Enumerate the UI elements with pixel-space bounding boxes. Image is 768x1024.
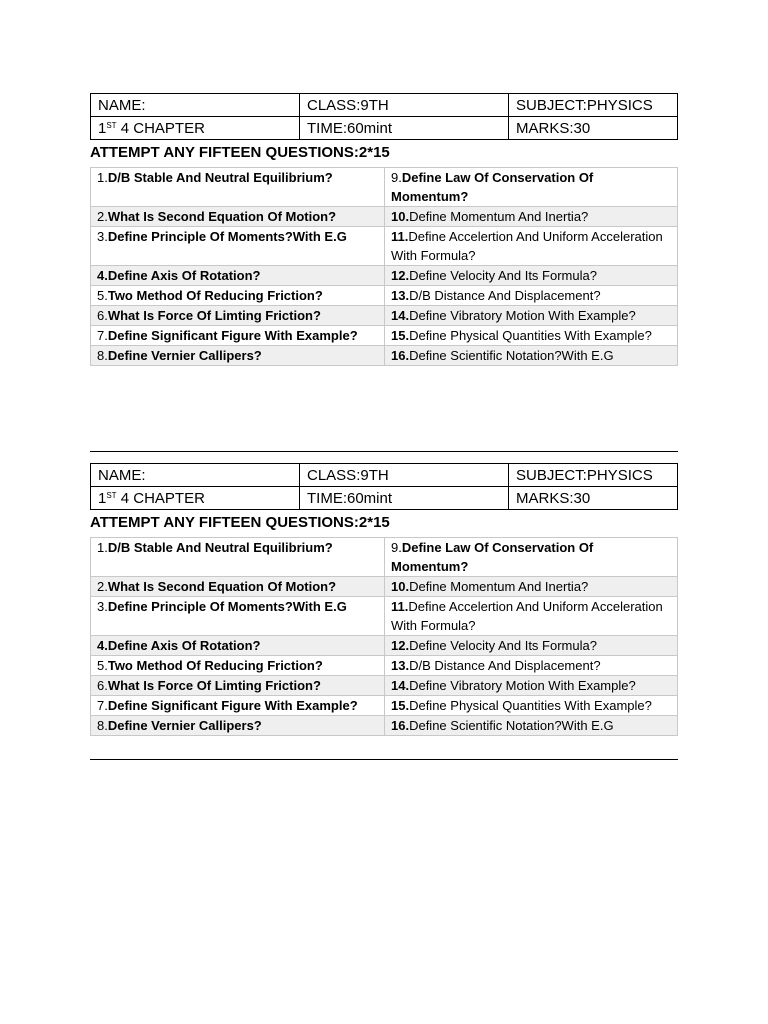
question-number: 5. [97,658,108,673]
question-text: Define Principle Of Moments?With E.G [107,229,347,244]
question-text: Define Vibratory Motion With Example? [409,308,636,323]
questions-table [90,167,678,366]
question-text: D/B Distance And Displacement? [409,658,601,673]
paper-header-table [90,93,678,140]
time-cell: TIME:60mint [300,487,509,510]
question-cell [385,636,678,656]
question-cell [91,716,385,736]
question-number: 11. [391,229,409,244]
question-cell [385,286,678,306]
question-number: 9. [391,170,402,185]
question-text: Two Method Of Reducing Friction? [107,288,323,303]
question-row [91,306,678,326]
question-row [91,227,678,266]
question-number: 1. [97,170,108,185]
question-cell [385,676,678,696]
question-text: Define Scientific Notation?With E.G [409,348,614,363]
question-row [91,346,678,366]
question-cell [385,227,678,266]
question-number: 14. [391,678,410,693]
question-cell [91,636,385,656]
question-number: 2. [97,579,108,594]
question-cell [91,538,385,577]
question-number: 1. [97,540,108,555]
question-row [91,266,678,286]
chapter-superscript: ST [106,120,117,130]
question-cell [385,538,678,577]
chapter-superscript: ST [106,490,117,500]
name-cell: NAME: [91,464,300,487]
question-cell [385,656,678,676]
question-number: 7. [97,698,108,713]
question-row [91,716,678,736]
question-cell [385,266,678,286]
chapter-number: 1 [98,119,107,137]
question-number: 5. [97,288,108,303]
question-number: 14. [391,308,410,323]
question-text: Define Accelertion And Uniform Acceleration With Formula? [391,229,663,263]
question-text: Define Law Of Conservation Of Momentum? [391,540,594,574]
question-row [91,636,678,656]
chapter-number: 1 [98,489,107,507]
question-number: 6. [97,308,108,323]
question-cell [385,696,678,716]
question-text: D/B Stable And Neutral Equilibrium? [107,170,333,185]
question-text: Define Vernier Callipers? [107,348,262,363]
question-number: 2. [97,209,108,224]
question-cell [91,577,385,597]
question-text: Define Physical Quantities With Example? [409,698,652,713]
instruction-text: ATTEMPT ANY FIFTEEN QUESTIONS:2*15 [90,144,390,161]
question-text: Define Velocity And Its Formula? [409,638,597,653]
question-text: D/B Distance And Displacement? [409,288,601,303]
question-cell [385,326,678,346]
question-cell [91,346,385,366]
question-text: Define Vibratory Motion With Example? [409,678,636,693]
question-number: 15. [391,698,410,713]
question-number: 3. [97,599,108,614]
question-text: Define Axis Of Rotation? [107,268,261,283]
question-row [91,168,678,207]
header-row [91,117,678,140]
question-cell [385,577,678,597]
question-cell [91,597,385,636]
class-cell: CLASS:9TH [300,464,509,487]
question-number: 15. [391,328,410,343]
question-text: What Is Second Equation Of Motion? [107,579,337,594]
question-text: Define Momentum And Inertia? [409,579,589,594]
question-paper-1 [90,93,678,366]
question-text: Define Scientific Notation?With E.G [409,718,614,733]
chapter-text: 4 CHAPTER [116,119,205,137]
chapter-cell [91,487,300,510]
marks-cell: MARKS:30 [509,117,678,140]
question-cell [91,306,385,326]
class-cell: CLASS:9TH [300,94,509,117]
question-text: Two Method Of Reducing Friction? [107,658,323,673]
question-number: 10. [391,579,410,594]
question-text: Define Vernier Callipers? [107,718,262,733]
chapter-text: 4 CHAPTER [116,489,205,507]
question-number: 12. [391,268,410,283]
question-paper-2 [90,463,678,736]
question-text: Define Momentum And Inertia? [409,209,589,224]
question-cell [91,168,385,207]
question-number: 6. [97,678,108,693]
question-row [91,696,678,716]
subject-cell: SUBJECT:PHYSICS [509,94,678,117]
question-cell [91,656,385,676]
question-cell [91,207,385,227]
header-row [91,487,678,510]
question-text: What Is Force Of Limting Friction? [107,678,321,693]
subject-cell: SUBJECT:PHYSICS [509,464,678,487]
question-number: 8. [97,718,108,733]
question-cell [91,286,385,306]
question-row [91,207,678,227]
paper-header-table [90,463,678,510]
question-row [91,538,678,577]
header-row [91,464,678,487]
question-number: 4. [97,268,108,283]
question-cell [91,227,385,266]
time-cell: TIME:60mint [300,117,509,140]
question-row [91,676,678,696]
question-cell [91,676,385,696]
question-cell [91,696,385,716]
question-text: Define Significant Figure With Example? [107,698,358,713]
header-row [91,94,678,117]
question-text: Define Velocity And Its Formula? [409,268,597,283]
question-text: What Is Second Equation Of Motion? [107,209,337,224]
question-number: 3. [97,229,108,244]
instruction-text: ATTEMPT ANY FIFTEEN QUESTIONS:2*15 [90,514,390,531]
question-number: 10. [391,209,410,224]
question-number: 9. [391,540,402,555]
question-text: D/B Stable And Neutral Equilibrium? [107,540,333,555]
question-row [91,286,678,306]
question-text: Define Principle Of Moments?With E.G [107,599,347,614]
chapter-cell [91,117,300,140]
question-number: 13. [391,658,410,673]
question-cell [91,266,385,286]
question-cell [91,326,385,346]
question-text: Define Physical Quantities With Example? [409,328,652,343]
question-row [91,656,678,676]
question-text: Define Law Of Conservation Of Momentum? [391,170,594,204]
question-number: 7. [97,328,108,343]
question-row [91,597,678,636]
question-number: 12. [391,638,410,653]
question-cell [385,207,678,227]
question-text: Define Accelertion And Uniform Acceleration With Formula? [391,599,663,633]
cut-line [90,759,678,760]
question-text: Define Significant Figure With Example? [107,328,358,343]
question-cell [385,306,678,326]
question-text: What Is Force Of Limting Friction? [107,308,321,323]
question-cell [385,716,678,736]
question-number: 13. [391,288,410,303]
question-number: 16. [391,348,410,363]
name-cell: NAME: [91,94,300,117]
question-cell [385,346,678,366]
cut-line [90,451,678,452]
question-cell [385,597,678,636]
question-row [91,577,678,597]
question-number: 11. [391,599,409,614]
question-text: Define Axis Of Rotation? [107,638,261,653]
question-number: 8. [97,348,108,363]
question-row [91,326,678,346]
question-number: 16. [391,718,410,733]
questions-table [90,537,678,736]
question-number: 4. [97,638,108,653]
question-cell [385,168,678,207]
marks-cell: MARKS:30 [509,487,678,510]
